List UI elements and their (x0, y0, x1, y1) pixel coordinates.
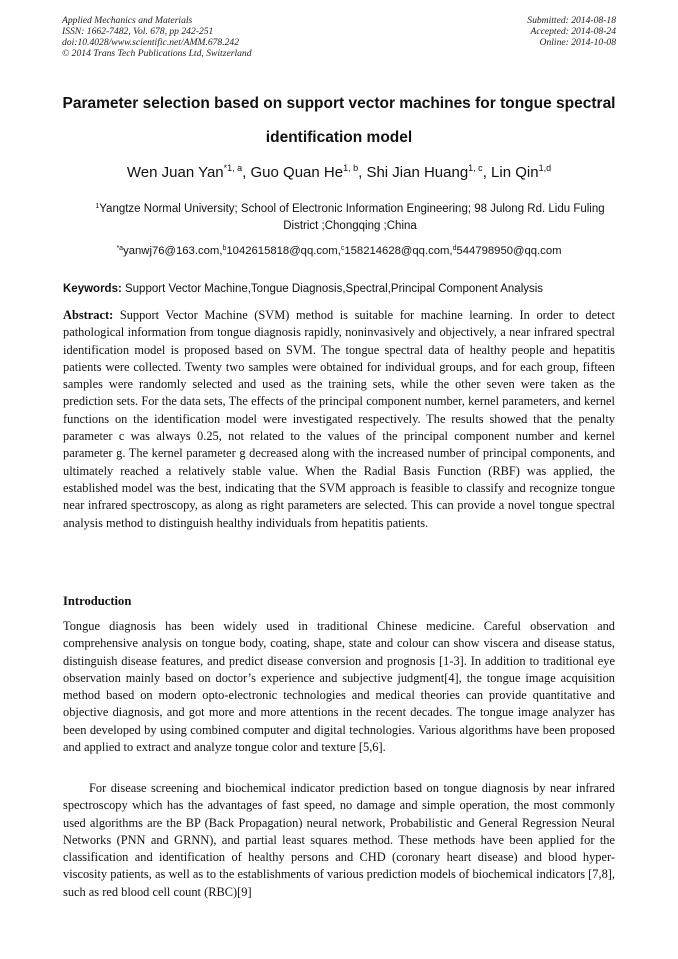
intro-paragraph-1: Tongue diagnosis has been widely used in traditional Chinese medicine. Careful observation and comprehensive analysis on tongue body, coating, shape, state and colour can show viscera and disease status, distinguish disease features, and predict disease conversion and prognosis [1-3]. In addition to traditional eye observation mainly based on doctor’s experience and subjective judgment[4], the tongue image acquisition method based on modern opto-electronic technologies and medical theories can provide quantitative and objective diagnosis, and got more and more attentions in the recent decades. The tongue image analyzer has been developed by using combined computer and digital technologies. Various algorithms have been proposed and applied to extract and analyze tongue color and texture [5,6]. (63, 619, 615, 755)
keywords (63, 283, 623, 295)
email-link[interactable]: 158214628@qq.com, (344, 245, 453, 257)
affiliation (80, 201, 620, 235)
online-date: Online: 2014-10-08 (539, 37, 616, 48)
journal-copyright: © 2014 Trans Tech Publications Ltd, Switzerland (62, 48, 252, 59)
keywords-text: Support Vector Machine,Tongue Diagnosis,Spectral,Principal Component Analysis (121, 283, 544, 295)
affiliation-text: Yangtze Normal University; School of Electronic Information Engineering; 98 Julong Rd. Lidu Fuling District ;Chongqing ;China (99, 203, 605, 232)
author-sup: *1, a (223, 163, 243, 173)
journal-name: Applied Mechanics and Materials (62, 15, 193, 26)
email-link[interactable]: 544798950@qq.com (456, 245, 562, 257)
author-name: Guo Quan He (250, 164, 344, 181)
author-sup: 1,d (538, 163, 552, 173)
journal-issn: ISSN: 1662-7482, Vol. 678, pp 242-251 (62, 26, 214, 37)
abstract (63, 307, 615, 532)
journal-info (62, 15, 252, 59)
author-sup: 1, c (468, 163, 483, 173)
journal-doi: doi:10.4028/www.scientific.net/AMM.678.242 (62, 37, 240, 48)
author-list: Wen Juan Yan$^{*1, a}$, Guo Quan He$^{1, b}$, Shi Jian Huang$^{1, c}$, Lin Qin$^{1,d}$ (126, 163, 552, 181)
keywords-label: Keywords: (63, 283, 122, 295)
email-link[interactable]: yanwj76@163.com, (123, 245, 223, 257)
email-link[interactable]: 1042615818@qq.com, (226, 245, 341, 257)
affiliation-sup: 1 (95, 203, 100, 210)
author-name: Shi Jian Huang (366, 164, 469, 181)
abstract-label: Abstract: (63, 308, 114, 322)
paper-title: Parameter selection based on support vector machines for tongue spectral identification model (62, 95, 616, 146)
author-name: Wen Juan Yan (126, 164, 224, 181)
email-list: $^{*a}$yanwj76@163.com,$^b$1042615818@qq.com,$^c$158214628@qq.com,$^d$544798950@qq.com (116, 245, 562, 257)
submission-dates (527, 15, 616, 48)
accepted-date: Accepted: 2014-08-24 (530, 26, 616, 37)
author-name: Lin Qin (491, 164, 539, 181)
author-sup: 1, b (343, 163, 359, 173)
intro-paragraph-2: For disease screening and biochemical indicator prediction based on tongue diagnosis by near infrared spectroscopy which has the advantages of fast speed, no damage and simple operation, the most commonly used algorithms are the BP (Back Propagation) neural network, Probabilistic and General Regression Neural Networks (PNN and GRNN), and partial least squares method. These methods have been applied for the classification and identification of healthy persons and CHD (coronary heart disease) and blood hyper-viscosity patients, as well as to the establishments of various prediction models of biochemical indicators [7,8], such as red blood cell count (RBC)[9] (63, 781, 615, 899)
submitted-date: Submitted: 2014-08-18 (527, 15, 616, 26)
section-heading-introduction: Introduction (63, 594, 132, 608)
abstract-text: Support Vector Machine (SVM) method is suitable for machine learning. In order to detect pathological information from tongue diagnosis rapidly, noninvasively and objectively, a near infrared spectral identification model is proposed based on SVM. The tongue spectral data of healthy people and hepatitis patients were collected. Twenty two samples were obtained for individual groups, and for each group, fifteen samples were randomly selected and used as the training sets, while the other seven were taken as the prediction sets. For the data sets, The effects of the principal component number, kernel parameters, and kernel functions on the identification model were investigated respectively. The results showed that the penalty parameter c was always 0.25, not related to the values of the principal component number and kernel parameter g. The kernel parameter g decreased along with the increased number of principal components, and ultimately reached a relatively stable value. When the Radial Basis Function (RBF) was applied, the established model was the best, indicating that the SVM approach is feasible to classify and recognize tongue near infrared spectroscopy, as along as right parameters are selected. This can provide a novel tongue spectral analysis method to distinguish healthy individuals from hepatitis patients. (63, 308, 615, 530)
